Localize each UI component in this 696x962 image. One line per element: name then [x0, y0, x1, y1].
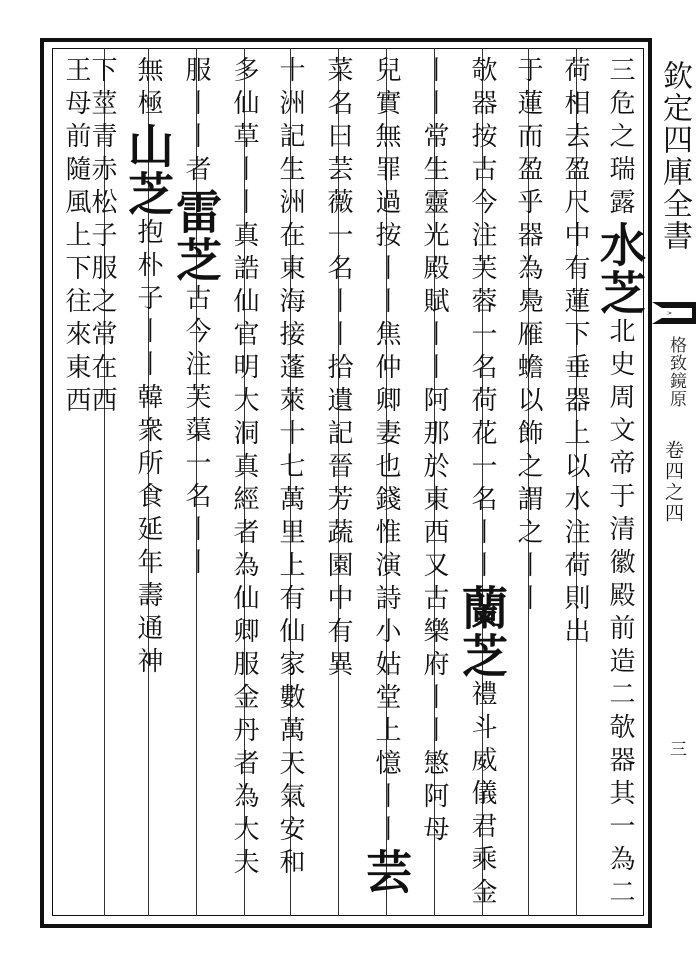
text-column: 下莖青赤松子服之常在西	[87, 56, 117, 419]
text-column: 多仙草丨丨真誥仙官明大洞真經者為仙卿服金丹者為大夫	[229, 56, 259, 881]
book-subtitle: 格致鏡原	[666, 336, 686, 408]
text-column: 無極山芝抱朴子丨丨韓衆所食延年壽通神	[121, 56, 175, 680]
text-column: 三危之瑞露水芝北史周文帝于清徽殿前造二欹器其一為二	[593, 56, 647, 911]
text-column: 兒實無罪過按丨丨焦仲卿妻也錢惟演詩小姑堂上憶丨丨芸	[359, 56, 413, 896]
text-column: 荷相去盈尺中有蓮下垂器上以水注荷則出	[560, 56, 590, 650]
volume-label: 卷四之四	[662, 440, 684, 524]
text-column: 王母前隨風上下往來東西	[61, 56, 91, 419]
page-number: 三	[666, 740, 686, 757]
text-column: 十洲記生洲在東海接蓬萊十七萬里上有仙家數萬天氣安和	[275, 56, 305, 881]
fish-tail-mark-icon	[652, 300, 696, 326]
book-title: 欽定四庫全書	[657, 60, 692, 252]
text-column: 欹器按古今注芙蓉一名荷花一名丨丨蘭芝禮斗威儀君乘金	[455, 56, 509, 911]
text-column: 于蓮而盈乎器為鳧雁蟾以飾之謂之丨丨	[513, 56, 543, 617]
text-column: 服丨丨者雷芝古今注芙蕖一名丨丨	[169, 56, 223, 581]
text-column: 丨丨常生靈光殿賦丨丨阿那於東西又古樂府丨丨慜阿母	[419, 56, 449, 848]
text-column: 菜名曰芸薇一名丨丨拾遺記晉芳蔬園中有異	[323, 56, 353, 683]
